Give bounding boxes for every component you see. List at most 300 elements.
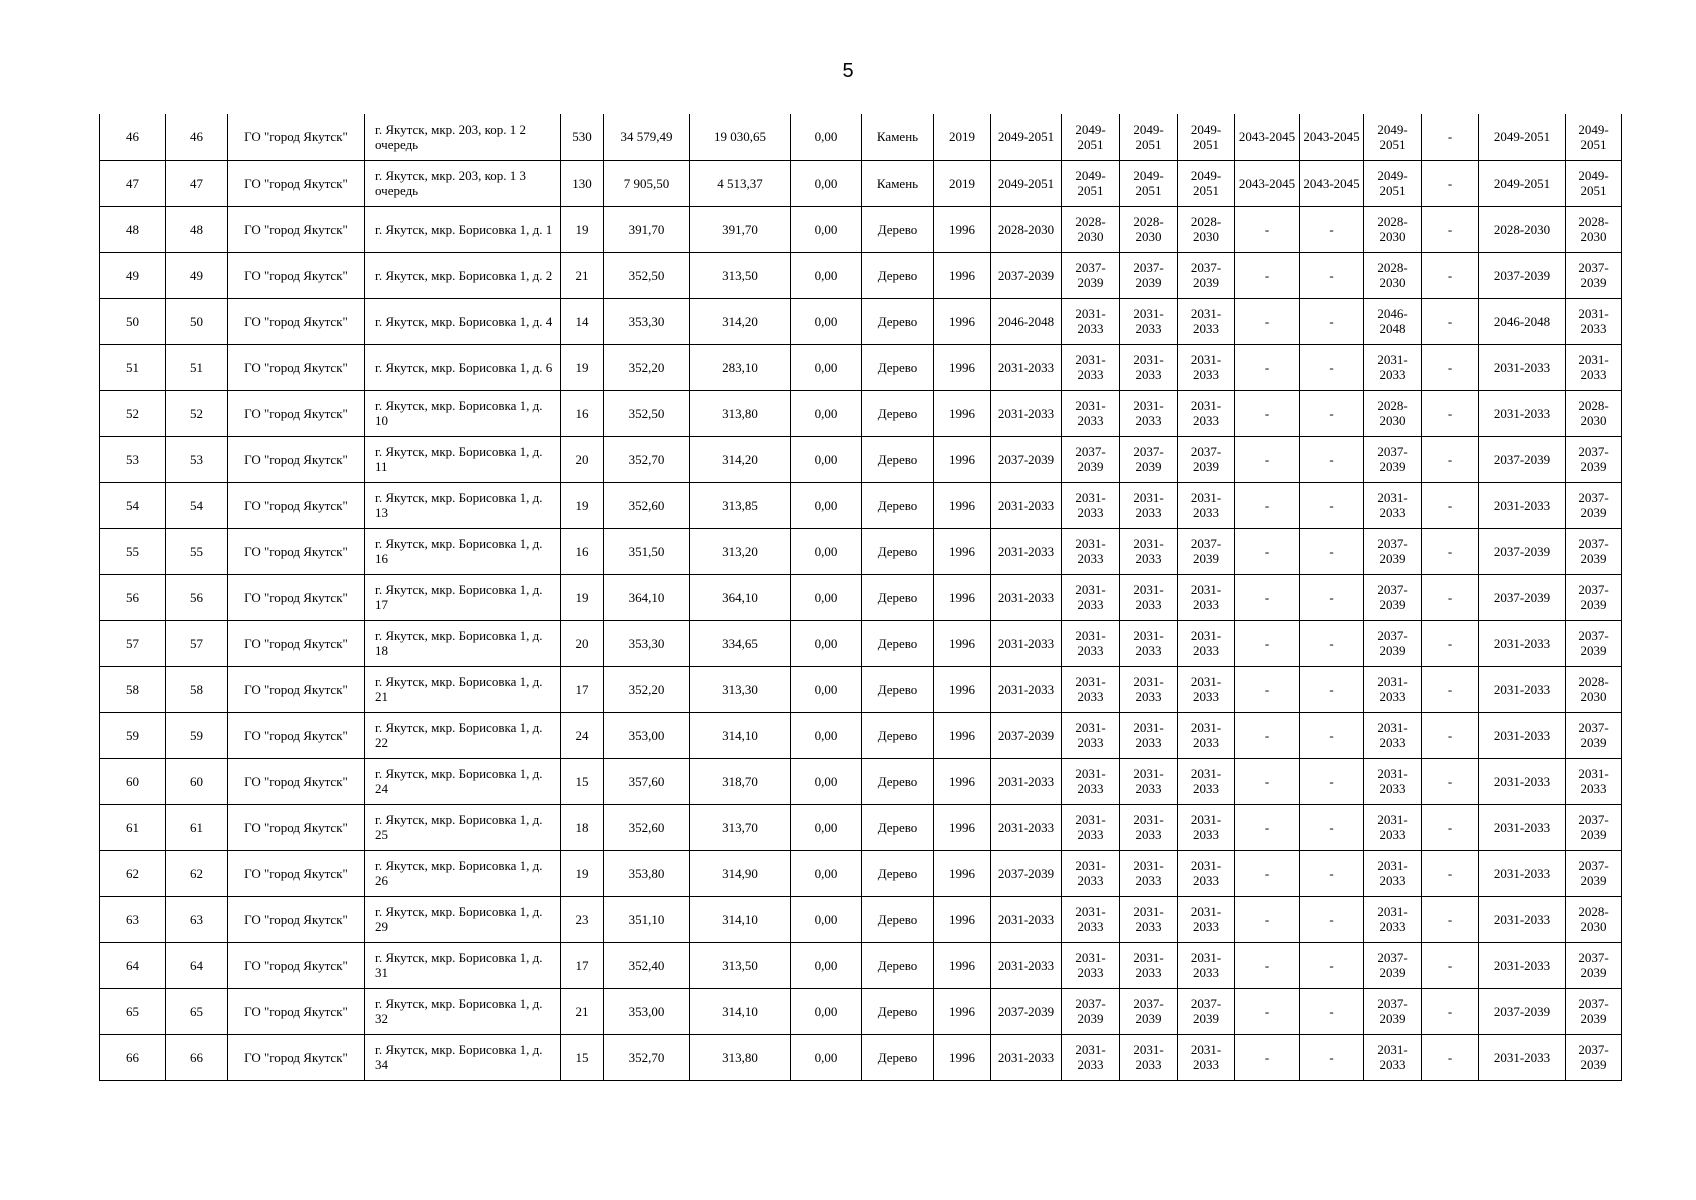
cell-wall-material: Дерево <box>862 344 934 390</box>
cell-repair-period-8: - <box>1422 298 1479 344</box>
cell-repair-period-8: - <box>1422 206 1479 252</box>
cell-registry-number: 60 <box>166 758 228 804</box>
table-row <box>100 758 1622 804</box>
cell-repair-period-1: 2049-2051 <box>991 114 1062 160</box>
cell-repair-period-3: 2031-2033 <box>1120 758 1178 804</box>
cell-repair-period-5: - <box>1235 850 1300 896</box>
cell-address: г. Якутск, мкр. Борисовка 1, д. 1 <box>365 206 561 252</box>
cell-repair-period-1: 2031-2033 <box>991 758 1062 804</box>
cell-repair-period-10: 2028-2030 <box>1566 896 1622 942</box>
cell-living-area: 314,10 <box>690 712 791 758</box>
cell-repair-period-9: 2037-2039 <box>1479 988 1566 1034</box>
cell-address: г. Якутск, мкр. Борисовка 1, д. 29 <box>365 896 561 942</box>
cell-repair-period-9: 2031-2033 <box>1479 390 1566 436</box>
table-row <box>100 252 1622 298</box>
cell-registry-number: 58 <box>166 666 228 712</box>
cell-repair-period-2: 2031-2033 <box>1062 298 1120 344</box>
cell-repair-period-9: 2031-2033 <box>1479 942 1566 988</box>
cell-municipality: ГО "город Якутск" <box>228 482 365 528</box>
cell-repair-period-5: - <box>1235 482 1300 528</box>
cell-repair-period-7: 2037-2039 <box>1364 528 1422 574</box>
cell-row-number: 53 <box>100 436 166 482</box>
cell-total-area: 352,20 <box>604 666 690 712</box>
cell-emergency-area: 0,00 <box>791 252 862 298</box>
cell-registry-number: 66 <box>166 1034 228 1080</box>
cell-repair-period-3: 2031-2033 <box>1120 482 1178 528</box>
cell-repair-period-3: 2031-2033 <box>1120 620 1178 666</box>
cell-address: г. Якутск, мкр. Борисовка 1, д. 34 <box>365 1034 561 1080</box>
cell-commissioning-year: 1996 <box>934 436 991 482</box>
cell-row-number: 54 <box>100 482 166 528</box>
cell-repair-period-9: 2031-2033 <box>1479 344 1566 390</box>
cell-repair-period-4: 2031-2033 <box>1178 712 1235 758</box>
cell-repair-period-10: 2037-2039 <box>1566 436 1622 482</box>
cell-address: г. Якутск, мкр. Борисовка 1, д. 22 <box>365 712 561 758</box>
cell-residents-count: 14 <box>561 298 604 344</box>
cell-emergency-area: 0,00 <box>791 1034 862 1080</box>
cell-municipality: ГО "город Якутск" <box>228 620 365 666</box>
cell-municipality: ГО "город Якутск" <box>228 758 365 804</box>
cell-total-area: 353,30 <box>604 298 690 344</box>
cell-repair-period-6: - <box>1300 758 1364 804</box>
cell-commissioning-year: 1996 <box>934 344 991 390</box>
cell-total-area: 7 905,50 <box>604 160 690 206</box>
cell-address: г. Якутск, мкр. Борисовка 1, д. 31 <box>365 942 561 988</box>
cell-residents-count: 16 <box>561 528 604 574</box>
cell-repair-period-5: - <box>1235 1034 1300 1080</box>
cell-municipality: ГО "город Якутск" <box>228 804 365 850</box>
cell-wall-material: Дерево <box>862 528 934 574</box>
cell-row-number: 46 <box>100 114 166 160</box>
cell-repair-period-1: 2031-2033 <box>991 1034 1062 1080</box>
cell-repair-period-1: 2037-2039 <box>991 988 1062 1034</box>
cell-commissioning-year: 1996 <box>934 206 991 252</box>
cell-address: г. Якутск, мкр. 203, кор. 1 3 очередь <box>365 160 561 206</box>
table-row <box>100 528 1622 574</box>
cell-emergency-area: 0,00 <box>791 758 862 804</box>
cell-repair-period-5: - <box>1235 896 1300 942</box>
cell-repair-period-3: 2031-2033 <box>1120 666 1178 712</box>
cell-repair-period-7: 2031-2033 <box>1364 850 1422 896</box>
cell-living-area: 19 030,65 <box>690 114 791 160</box>
cell-living-area: 318,70 <box>690 758 791 804</box>
cell-total-area: 34 579,49 <box>604 114 690 160</box>
cell-total-area: 391,70 <box>604 206 690 252</box>
cell-registry-number: 52 <box>166 390 228 436</box>
cell-repair-period-1: 2031-2033 <box>991 896 1062 942</box>
cell-repair-period-7: 2031-2033 <box>1364 896 1422 942</box>
cell-repair-period-10: 2037-2039 <box>1566 942 1622 988</box>
cell-address: г. Якутск, мкр. Борисовка 1, д. 16 <box>365 528 561 574</box>
table-row <box>100 114 1622 160</box>
cell-wall-material: Камень <box>862 160 934 206</box>
cell-repair-period-2: 2031-2033 <box>1062 942 1120 988</box>
cell-address: г. Якутск, мкр. Борисовка 1, д. 32 <box>365 988 561 1034</box>
cell-repair-period-7: 2037-2039 <box>1364 620 1422 666</box>
cell-residents-count: 19 <box>561 344 604 390</box>
cell-repair-period-5: - <box>1235 988 1300 1034</box>
cell-repair-period-1: 2031-2033 <box>991 574 1062 620</box>
cell-repair-period-10: 2028-2030 <box>1566 390 1622 436</box>
cell-repair-period-6: - <box>1300 988 1364 1034</box>
cell-repair-period-6: 2043-2045 <box>1300 114 1364 160</box>
cell-repair-period-5: - <box>1235 942 1300 988</box>
cell-repair-period-8: - <box>1422 942 1479 988</box>
cell-repair-period-3: 2031-2033 <box>1120 344 1178 390</box>
cell-repair-period-10: 2037-2039 <box>1566 1034 1622 1080</box>
cell-repair-period-3: 2031-2033 <box>1120 896 1178 942</box>
cell-repair-period-8: - <box>1422 620 1479 666</box>
cell-repair-period-8: - <box>1422 252 1479 298</box>
cell-repair-period-7: 2037-2039 <box>1364 574 1422 620</box>
cell-row-number: 47 <box>100 160 166 206</box>
cell-repair-period-1: 2028-2030 <box>991 206 1062 252</box>
cell-emergency-area: 0,00 <box>791 850 862 896</box>
cell-municipality: ГО "город Якутск" <box>228 114 365 160</box>
cell-repair-period-9: 2037-2039 <box>1479 252 1566 298</box>
cell-repair-period-8: - <box>1422 390 1479 436</box>
cell-repair-period-6: - <box>1300 344 1364 390</box>
table-row <box>100 390 1622 436</box>
cell-repair-period-4: 2031-2033 <box>1178 298 1235 344</box>
cell-residents-count: 16 <box>561 390 604 436</box>
cell-registry-number: 51 <box>166 344 228 390</box>
cell-repair-period-6: 2043-2045 <box>1300 160 1364 206</box>
cell-row-number: 62 <box>100 850 166 896</box>
cell-repair-period-4: 2031-2033 <box>1178 804 1235 850</box>
cell-address: г. Якутск, мкр. Борисовка 1, д. 25 <box>365 804 561 850</box>
cell-repair-period-1: 2037-2039 <box>991 252 1062 298</box>
cell-repair-period-8: - <box>1422 758 1479 804</box>
cell-registry-number: 53 <box>166 436 228 482</box>
cell-repair-period-9: 2049-2051 <box>1479 160 1566 206</box>
cell-address: г. Якутск, мкр. Борисовка 1, д. 26 <box>365 850 561 896</box>
cell-repair-period-8: - <box>1422 344 1479 390</box>
cell-repair-period-8: - <box>1422 804 1479 850</box>
cell-commissioning-year: 1996 <box>934 804 991 850</box>
cell-total-area: 364,10 <box>604 574 690 620</box>
cell-address: г. Якутск, мкр. Борисовка 1, д. 2 <box>365 252 561 298</box>
cell-total-area: 353,00 <box>604 712 690 758</box>
cell-row-number: 58 <box>100 666 166 712</box>
cell-residents-count: 17 <box>561 666 604 712</box>
cell-repair-period-2: 2037-2039 <box>1062 988 1120 1034</box>
cell-living-area: 314,10 <box>690 988 791 1034</box>
cell-living-area: 313,80 <box>690 390 791 436</box>
cell-repair-period-1: 2037-2039 <box>991 712 1062 758</box>
cell-total-area: 353,30 <box>604 620 690 666</box>
cell-row-number: 49 <box>100 252 166 298</box>
cell-repair-period-10: 2031-2033 <box>1566 298 1622 344</box>
cell-repair-period-6: - <box>1300 666 1364 712</box>
cell-repair-period-5: - <box>1235 666 1300 712</box>
registry-table <box>99 114 1622 1081</box>
cell-municipality: ГО "город Якутск" <box>228 988 365 1034</box>
table-row <box>100 436 1622 482</box>
cell-wall-material: Камень <box>862 114 934 160</box>
cell-repair-period-10: 2037-2039 <box>1566 804 1622 850</box>
cell-repair-period-1: 2031-2033 <box>991 390 1062 436</box>
cell-repair-period-7: 2031-2033 <box>1364 758 1422 804</box>
cell-repair-period-10: 2049-2051 <box>1566 160 1622 206</box>
cell-total-area: 353,80 <box>604 850 690 896</box>
cell-emergency-area: 0,00 <box>791 298 862 344</box>
cell-repair-period-1: 2037-2039 <box>991 850 1062 896</box>
cell-municipality: ГО "город Якутск" <box>228 712 365 758</box>
cell-repair-period-2: 2031-2033 <box>1062 850 1120 896</box>
cell-residents-count: 130 <box>561 160 604 206</box>
cell-repair-period-7: 2031-2033 <box>1364 482 1422 528</box>
table-row <box>100 298 1622 344</box>
cell-municipality: ГО "город Якутск" <box>228 390 365 436</box>
cell-repair-period-7: 2049-2051 <box>1364 160 1422 206</box>
cell-total-area: 352,60 <box>604 804 690 850</box>
cell-repair-period-4: 2037-2039 <box>1178 252 1235 298</box>
cell-repair-period-9: 2037-2039 <box>1479 436 1566 482</box>
cell-repair-period-6: - <box>1300 942 1364 988</box>
cell-commissioning-year: 1996 <box>934 574 991 620</box>
cell-emergency-area: 0,00 <box>791 988 862 1034</box>
cell-repair-period-5: - <box>1235 436 1300 482</box>
table-row <box>100 344 1622 390</box>
cell-living-area: 313,80 <box>690 1034 791 1080</box>
cell-address: г. Якутск, мкр. Борисовка 1, д. 4 <box>365 298 561 344</box>
cell-repair-period-7: 2031-2033 <box>1364 344 1422 390</box>
cell-living-area: 313,30 <box>690 666 791 712</box>
cell-commissioning-year: 1996 <box>934 252 991 298</box>
cell-repair-period-9: 2037-2039 <box>1479 574 1566 620</box>
cell-living-area: 364,10 <box>690 574 791 620</box>
cell-emergency-area: 0,00 <box>791 620 862 666</box>
cell-row-number: 63 <box>100 896 166 942</box>
table-row <box>100 666 1622 712</box>
cell-emergency-area: 0,00 <box>791 436 862 482</box>
cell-row-number: 48 <box>100 206 166 252</box>
cell-wall-material: Дерево <box>862 1034 934 1080</box>
cell-repair-period-2: 2049-2051 <box>1062 160 1120 206</box>
cell-repair-period-9: 2049-2051 <box>1479 114 1566 160</box>
registry-table-body <box>100 114 1622 1080</box>
cell-repair-period-5: - <box>1235 620 1300 666</box>
table-row <box>100 896 1622 942</box>
cell-registry-number: 64 <box>166 942 228 988</box>
page-number: 5 <box>842 60 854 82</box>
cell-wall-material: Дерево <box>862 942 934 988</box>
cell-repair-period-3: 2031-2033 <box>1120 1034 1178 1080</box>
cell-repair-period-1: 2046-2048 <box>991 298 1062 344</box>
cell-repair-period-2: 2031-2033 <box>1062 1034 1120 1080</box>
cell-repair-period-1: 2031-2033 <box>991 620 1062 666</box>
table-row <box>100 206 1622 252</box>
table-row <box>100 482 1622 528</box>
cell-repair-period-3: 2031-2033 <box>1120 298 1178 344</box>
table-row <box>100 574 1622 620</box>
cell-repair-period-4: 2037-2039 <box>1178 436 1235 482</box>
cell-registry-number: 62 <box>166 850 228 896</box>
cell-registry-number: 48 <box>166 206 228 252</box>
cell-living-area: 313,70 <box>690 804 791 850</box>
cell-row-number: 59 <box>100 712 166 758</box>
cell-residents-count: 19 <box>561 206 604 252</box>
cell-commissioning-year: 1996 <box>934 298 991 344</box>
cell-total-area: 351,10 <box>604 896 690 942</box>
table-row <box>100 1034 1622 1080</box>
cell-registry-number: 65 <box>166 988 228 1034</box>
cell-address: г. Якутск, мкр. Борисовка 1, д. 10 <box>365 390 561 436</box>
cell-repair-period-10: 2031-2033 <box>1566 344 1622 390</box>
cell-municipality: ГО "город Якутск" <box>228 528 365 574</box>
cell-repair-period-6: - <box>1300 804 1364 850</box>
cell-registry-number: 54 <box>166 482 228 528</box>
cell-repair-period-5: - <box>1235 206 1300 252</box>
cell-repair-period-3: 2031-2033 <box>1120 942 1178 988</box>
cell-row-number: 55 <box>100 528 166 574</box>
cell-repair-period-9: 2031-2033 <box>1479 804 1566 850</box>
cell-commissioning-year: 2019 <box>934 114 991 160</box>
cell-repair-period-3: 2031-2033 <box>1120 390 1178 436</box>
cell-repair-period-7: 2037-2039 <box>1364 436 1422 482</box>
cell-repair-period-6: - <box>1300 850 1364 896</box>
cell-municipality: ГО "город Якутск" <box>228 252 365 298</box>
cell-residents-count: 24 <box>561 712 604 758</box>
cell-emergency-area: 0,00 <box>791 528 862 574</box>
cell-repair-period-8: - <box>1422 160 1479 206</box>
cell-repair-period-7: 2028-2030 <box>1364 206 1422 252</box>
cell-repair-period-7: 2031-2033 <box>1364 666 1422 712</box>
cell-repair-period-2: 2031-2033 <box>1062 390 1120 436</box>
table-row <box>100 804 1622 850</box>
cell-row-number: 52 <box>100 390 166 436</box>
cell-repair-period-7: 2031-2033 <box>1364 1034 1422 1080</box>
table-row <box>100 942 1622 988</box>
cell-repair-period-5: - <box>1235 758 1300 804</box>
cell-commissioning-year: 2019 <box>934 160 991 206</box>
cell-repair-period-8: - <box>1422 896 1479 942</box>
cell-row-number: 57 <box>100 620 166 666</box>
cell-living-area: 314,90 <box>690 850 791 896</box>
cell-repair-period-6: - <box>1300 896 1364 942</box>
cell-repair-period-5: - <box>1235 344 1300 390</box>
cell-residents-count: 19 <box>561 482 604 528</box>
cell-row-number: 66 <box>100 1034 166 1080</box>
cell-repair-period-4: 2031-2033 <box>1178 390 1235 436</box>
cell-repair-period-9: 2031-2033 <box>1479 850 1566 896</box>
cell-repair-period-2: 2031-2033 <box>1062 344 1120 390</box>
cell-repair-period-1: 2031-2033 <box>991 344 1062 390</box>
cell-emergency-area: 0,00 <box>791 160 862 206</box>
cell-residents-count: 17 <box>561 942 604 988</box>
cell-repair-period-5: - <box>1235 574 1300 620</box>
cell-municipality: ГО "город Якутск" <box>228 344 365 390</box>
cell-repair-period-2: 2031-2033 <box>1062 712 1120 758</box>
cell-living-area: 391,70 <box>690 206 791 252</box>
cell-repair-period-4: 2049-2051 <box>1178 160 1235 206</box>
table-row <box>100 988 1622 1034</box>
cell-repair-period-5: - <box>1235 804 1300 850</box>
table-row <box>100 160 1622 206</box>
cell-registry-number: 47 <box>166 160 228 206</box>
cell-total-area: 351,50 <box>604 528 690 574</box>
cell-residents-count: 21 <box>561 252 604 298</box>
cell-repair-period-10: 2037-2039 <box>1566 712 1622 758</box>
cell-repair-period-2: 2049-2051 <box>1062 114 1120 160</box>
cell-repair-period-8: - <box>1422 528 1479 574</box>
cell-total-area: 352,70 <box>604 436 690 482</box>
cell-repair-period-6: - <box>1300 206 1364 252</box>
cell-municipality: ГО "город Якутск" <box>228 942 365 988</box>
cell-wall-material: Дерево <box>862 390 934 436</box>
cell-repair-period-4: 2049-2051 <box>1178 114 1235 160</box>
cell-repair-period-7: 2037-2039 <box>1364 988 1422 1034</box>
cell-repair-period-3: 2037-2039 <box>1120 436 1178 482</box>
cell-commissioning-year: 1996 <box>934 390 991 436</box>
cell-address: г. Якутск, мкр. Борисовка 1, д. 13 <box>365 482 561 528</box>
cell-emergency-area: 0,00 <box>791 942 862 988</box>
cell-repair-period-3: 2031-2033 <box>1120 712 1178 758</box>
cell-repair-period-6: - <box>1300 712 1364 758</box>
cell-living-area: 283,10 <box>690 344 791 390</box>
cell-repair-period-3: 2031-2033 <box>1120 804 1178 850</box>
cell-total-area: 352,20 <box>604 344 690 390</box>
cell-wall-material: Дерево <box>862 804 934 850</box>
cell-wall-material: Дерево <box>862 850 934 896</box>
cell-repair-period-2: 2031-2033 <box>1062 896 1120 942</box>
cell-repair-period-7: 2031-2033 <box>1364 804 1422 850</box>
cell-repair-period-6: - <box>1300 390 1364 436</box>
cell-repair-period-1: 2037-2039 <box>991 436 1062 482</box>
cell-row-number: 56 <box>100 574 166 620</box>
table-row <box>100 712 1622 758</box>
cell-commissioning-year: 1996 <box>934 528 991 574</box>
cell-repair-period-7: 2046-2048 <box>1364 298 1422 344</box>
cell-repair-period-8: - <box>1422 1034 1479 1080</box>
cell-repair-period-9: 2046-2048 <box>1479 298 1566 344</box>
cell-commissioning-year: 1996 <box>934 620 991 666</box>
cell-repair-period-10: 2037-2039 <box>1566 528 1622 574</box>
cell-repair-period-6: - <box>1300 620 1364 666</box>
cell-residents-count: 19 <box>561 850 604 896</box>
cell-repair-period-9: 2031-2033 <box>1479 758 1566 804</box>
cell-repair-period-3: 2031-2033 <box>1120 850 1178 896</box>
cell-registry-number: 56 <box>166 574 228 620</box>
cell-address: г. Якутск, мкр. Борисовка 1, д. 18 <box>365 620 561 666</box>
cell-row-number: 51 <box>100 344 166 390</box>
cell-repair-period-10: 2037-2039 <box>1566 252 1622 298</box>
cell-repair-period-5: - <box>1235 390 1300 436</box>
cell-repair-period-5: - <box>1235 712 1300 758</box>
cell-repair-period-10: 2037-2039 <box>1566 850 1622 896</box>
cell-repair-period-4: 2037-2039 <box>1178 528 1235 574</box>
cell-repair-period-10: 2028-2030 <box>1566 666 1622 712</box>
cell-wall-material: Дерево <box>862 758 934 804</box>
cell-address: г. Якутск, мкр. Борисовка 1, д. 11 <box>365 436 561 482</box>
cell-repair-period-10: 2031-2033 <box>1566 758 1622 804</box>
cell-wall-material: Дерево <box>862 206 934 252</box>
cell-repair-period-10: 2028-2030 <box>1566 206 1622 252</box>
cell-address: г. Якутск, мкр. Борисовка 1, д. 21 <box>365 666 561 712</box>
cell-repair-period-10: 2037-2039 <box>1566 482 1622 528</box>
cell-registry-number: 57 <box>166 620 228 666</box>
cell-repair-period-2: 2037-2039 <box>1062 436 1120 482</box>
cell-residents-count: 530 <box>561 114 604 160</box>
table-row <box>100 620 1622 666</box>
cell-commissioning-year: 1996 <box>934 482 991 528</box>
cell-repair-period-1: 2049-2051 <box>991 160 1062 206</box>
cell-living-area: 313,50 <box>690 252 791 298</box>
cell-repair-period-7: 2049-2051 <box>1364 114 1422 160</box>
cell-repair-period-5: 2043-2045 <box>1235 160 1300 206</box>
cell-emergency-area: 0,00 <box>791 666 862 712</box>
